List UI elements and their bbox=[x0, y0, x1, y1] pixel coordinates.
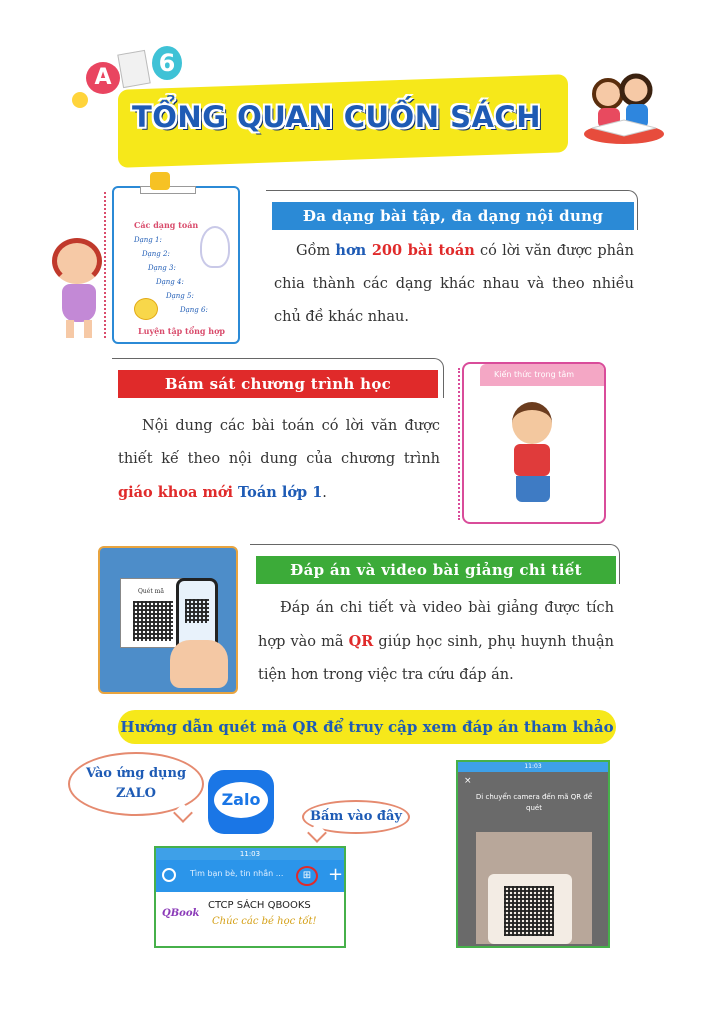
contact-subtitle: Chúc các bé học tốt! bbox=[212, 916, 317, 927]
status-bar: 11:03 bbox=[458, 762, 608, 772]
contact-name: CTCP SÁCH QBOOKS bbox=[208, 900, 311, 911]
boy-legs bbox=[516, 476, 550, 502]
zalo-logo-text: Zalo bbox=[214, 782, 268, 818]
boy-head bbox=[512, 402, 552, 444]
qr-code-icon bbox=[133, 601, 173, 641]
qr-code-icon bbox=[185, 599, 209, 623]
clip-icon bbox=[150, 172, 170, 190]
notebook-line: Dạng 3: bbox=[148, 264, 176, 272]
tap-here-bubble: Bấm vào đây bbox=[302, 800, 410, 834]
qr-card-label: Quét mã bbox=[138, 588, 164, 595]
notebook-title: Các dạng toán bbox=[134, 220, 199, 230]
section1-heading: Đa dạng bài tập, đa dạng nội dung bbox=[272, 202, 634, 230]
qr-guide-banner: Hướng dẫn quét mã QR để truy cập xem đáp án tham khảo bbox=[118, 710, 616, 744]
hand-icon bbox=[170, 640, 228, 688]
section1-paragraph: Gồm hơn 200 bài toán có lời văn được phân chia thành các dạng khác nhau và theo nhiều chủ đề khác nhau. bbox=[274, 242, 634, 325]
section2-heading: Bám sát chương trình học bbox=[118, 370, 438, 398]
qbooks-logo: QBook bbox=[162, 908, 200, 919]
letter-a-icon: A bbox=[86, 62, 120, 94]
boy-body bbox=[514, 444, 550, 476]
page-title: TỔNG QUAN CUỐN SÁCH bbox=[132, 100, 541, 134]
girl-head bbox=[52, 238, 102, 284]
zalo-app-bubble: Vào ứng dụng ZALO bbox=[68, 752, 204, 816]
section3-paragraph: Đáp án chi tiết và video bài giảng được tích hợp vào mã QR giúp học sinh, phụ huynh thuận tiện hơn trong việc tra cứu đáp án. bbox=[258, 600, 615, 683]
section2-paragraph: Nội dung các bài toán có lời văn được thiết kế theo nội dung của chương trình giáo khoa mới Toán lớp 1. bbox=[118, 418, 440, 501]
girl-leg bbox=[66, 320, 74, 338]
qr-code-icon bbox=[504, 886, 554, 936]
chick-icon bbox=[134, 298, 158, 320]
close-icon: × bbox=[464, 776, 472, 786]
notebook-footer: Luyện tập tổng hợp bbox=[138, 326, 226, 336]
search-icon bbox=[162, 868, 176, 882]
notebook-line: Dạng 2: bbox=[142, 250, 170, 258]
qr-scanner-screenshot bbox=[456, 760, 610, 948]
search-placeholder: Tìm bạn bè, tin nhắn ... bbox=[190, 869, 284, 878]
notebook-line: Dạng 5: bbox=[166, 292, 194, 300]
notebook-header: Kiến thức trọng tâm bbox=[480, 364, 604, 386]
zalo-app-screenshot bbox=[154, 846, 346, 948]
bunny-icon bbox=[200, 226, 230, 268]
number-6-icon: 6 bbox=[152, 46, 182, 80]
search-bar bbox=[156, 860, 344, 892]
lightbulb-icon bbox=[72, 92, 88, 108]
notebook-line: Dạng 1: bbox=[134, 236, 162, 244]
kids-reading-illustration bbox=[578, 66, 670, 146]
scanned-paper bbox=[488, 874, 572, 944]
paper-icon bbox=[117, 50, 150, 88]
notebook-line: Dạng 4: bbox=[156, 278, 184, 286]
status-bar: 11:03 bbox=[156, 848, 344, 860]
scan-instruction: Di chuyển camera đến mã QR để quét bbox=[475, 793, 593, 812]
zalo-logo-icon bbox=[208, 770, 274, 834]
add-icon: + bbox=[328, 864, 344, 885]
qr-scan-icon: ⊞ bbox=[296, 866, 318, 886]
section3-heading: Đáp án và video bài giảng chi tiết bbox=[256, 556, 616, 584]
girl-body bbox=[62, 284, 96, 322]
notebook-line: Dạng 6: bbox=[180, 306, 208, 314]
girl-leg bbox=[84, 320, 92, 338]
